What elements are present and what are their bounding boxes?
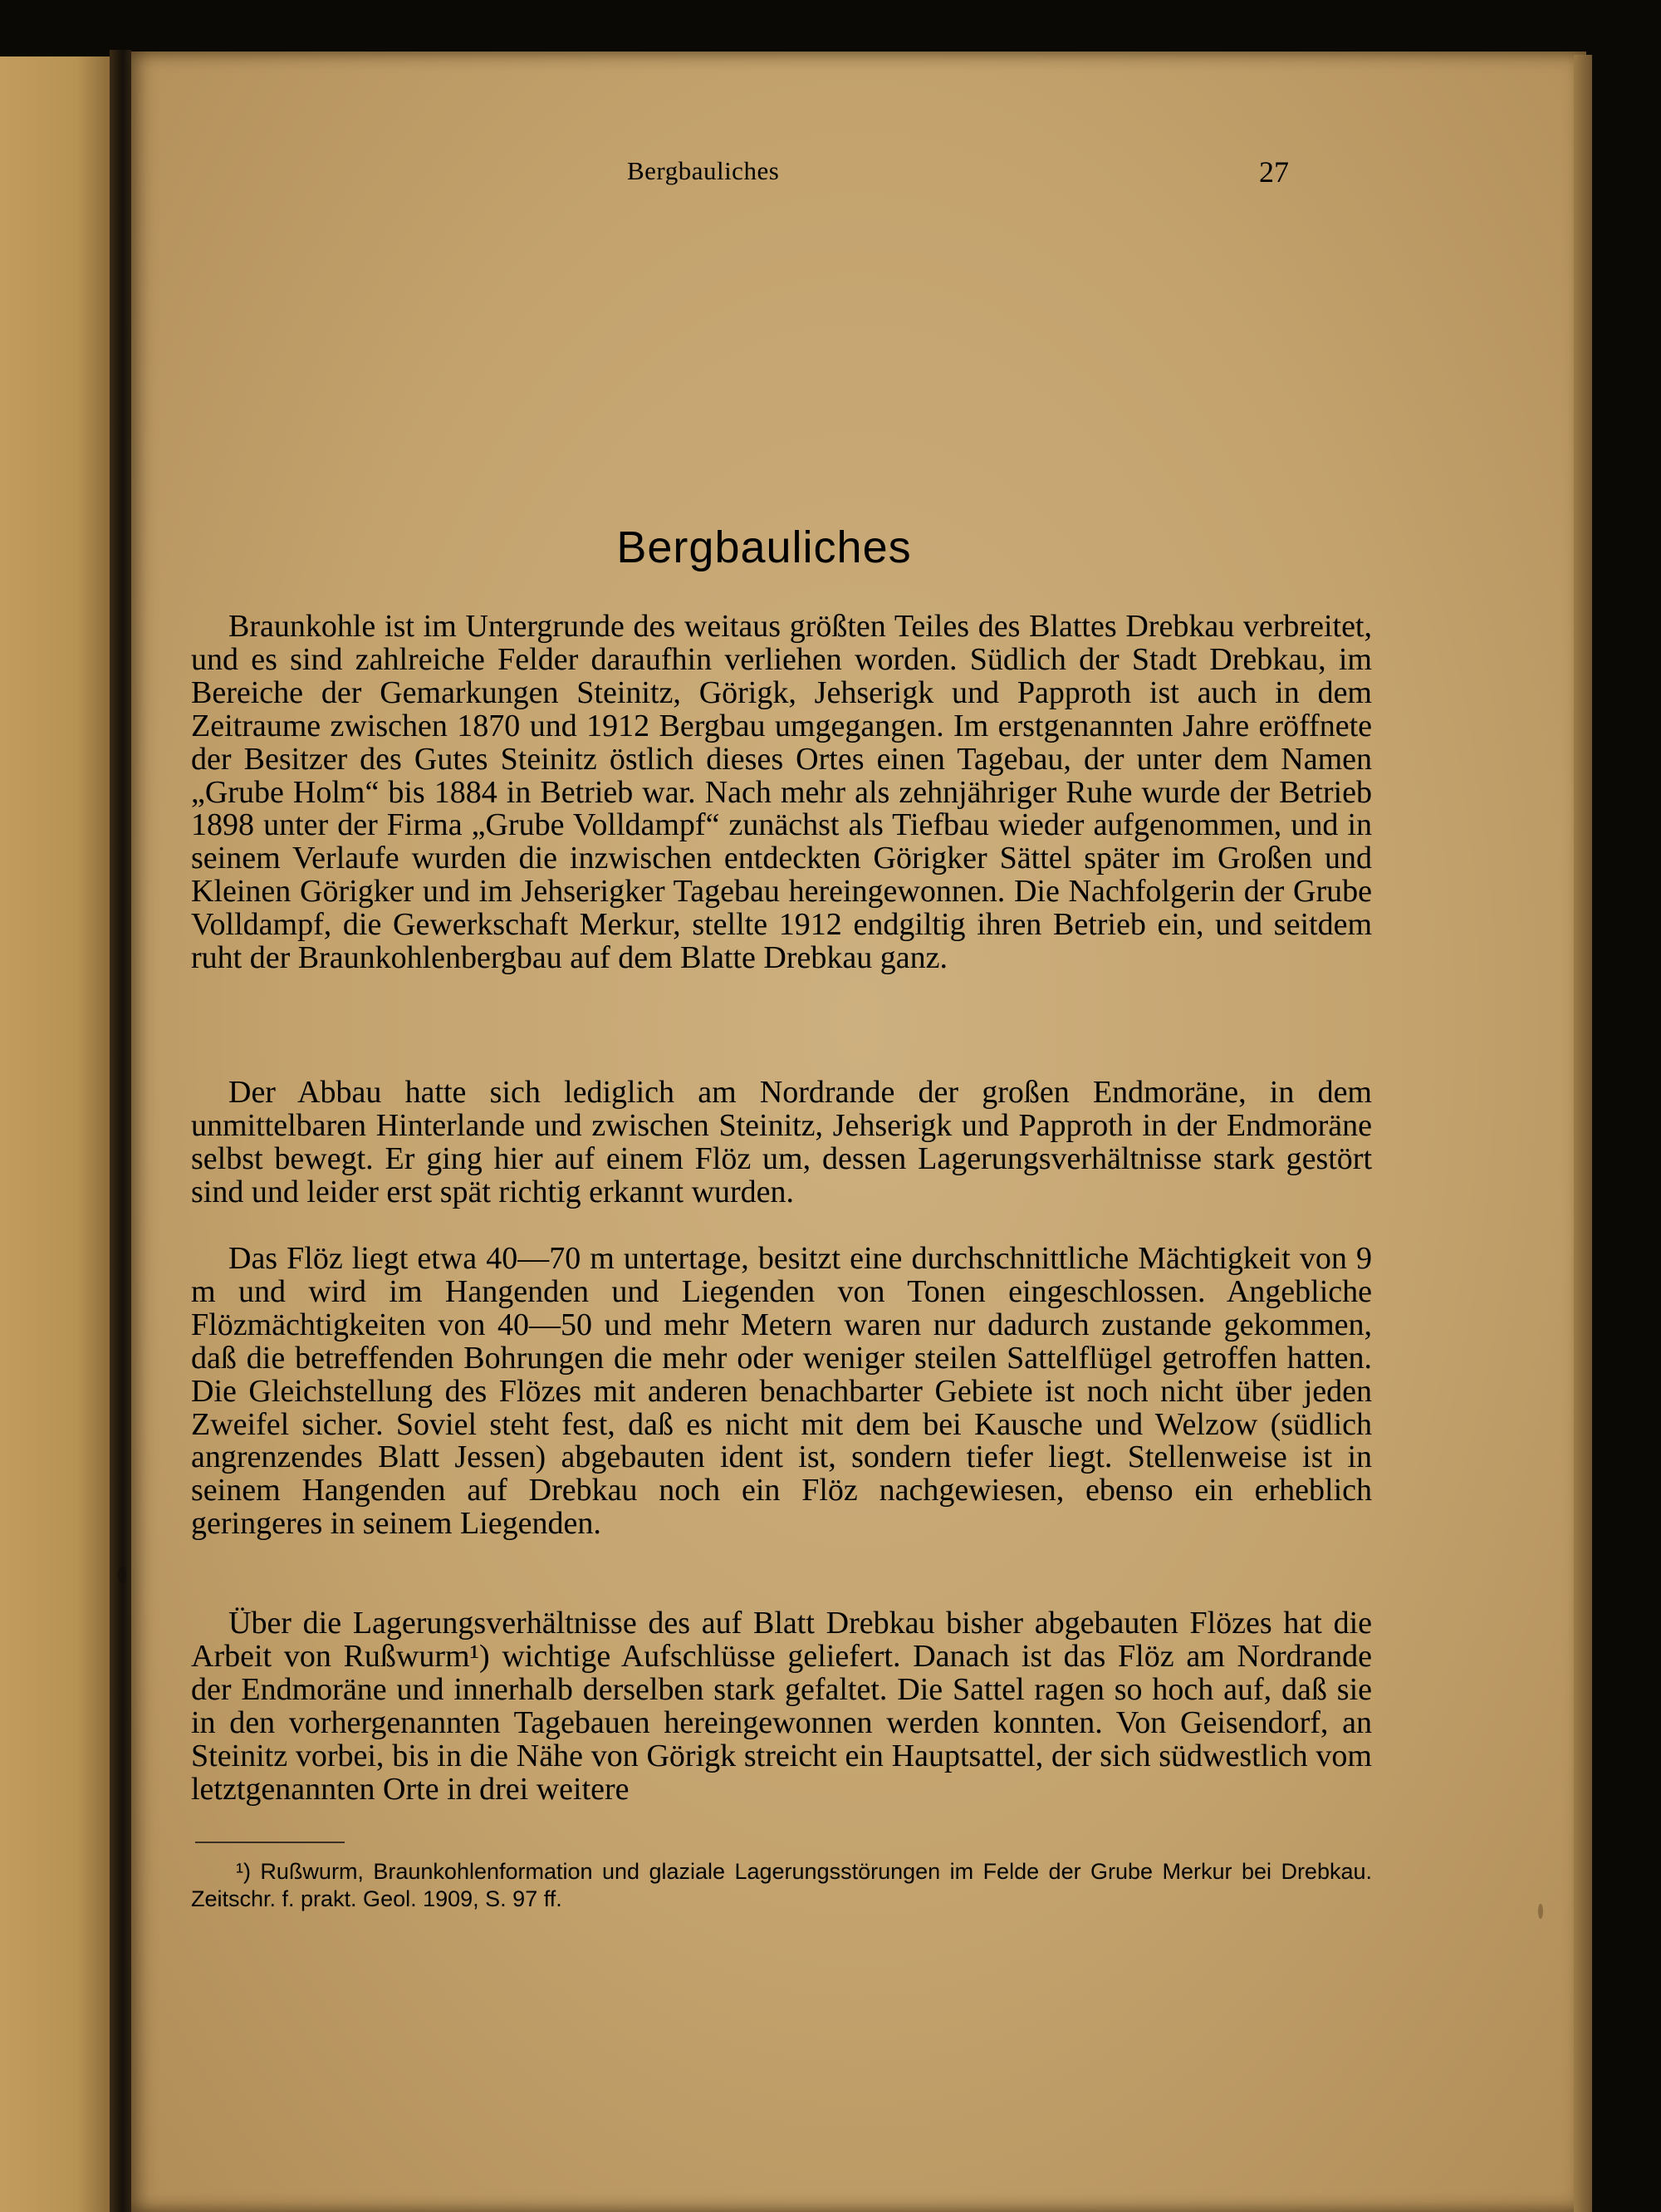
left-page-edge [0,56,110,2212]
body-paragraph: Braunkohle ist im Untergrunde des weitaus größten Teiles des Blattes Drebkau verbreitet, und es sind zahlreiche Felder daraufhin verliehen worden. Südlich der Stadt Drebkau, im Bereiche der Gemarkungen Steinitz, Görigk, Jehserigk und Papproth ist auch in dem Zeitraume zwischen 1870 und 1912 Bergbau umgegangen. Im erstgenannten Jahre eröffnete der Besitzer des Gutes Steinitz östlich dieses Ortes einen Tagebau, der unter dem Namen „Grube Holm“ bis 1884 in Betrieb war. Nach mehr als zehnjähriger Ruhe wurde der Betrieb 1898 unter der Firma „Grube Volldampf“ zunächst als Tiefbau wieder aufgenommen, und in seinem Verlaufe wurden die inzwischen entdeckten Görigker Sättel später im Großen und Kleinen Görigker und im Jehserigker Tagebau hereingewonnen. Die Nachfolgerin der Grube Volldampf, die Gewerkschaft Merkur, stellte 1912 endgiltig ihren Betrieb ein, und seitdem ruht der Braunkohlenbergbau auf dem Blatte Drebkau ganz. [191,609,1372,976]
body-paragraph: Das Flöz liegt etwa 40—70 m untertage, besitzt eine durchschnittliche Mächtigkeit von 9 m und wird im Hangenden und Liegenden von Tonen eingeschlossen. Angebliche Flözmächtigkeiten von 40—50 und mehr Metern waren nur dadurch zustande gekommen, daß die betreffenden Bohrungen die mehr oder weniger steilen Sattelflügel getroffen hatten. Die Gleichstellung des Flözes mit anderen benachbarter Gebiete ist noch nicht über jeden Zweifel sicher. Soviel steht fest, daß es nicht mit dem bei Kausche und Welzow (südlich angrenzendes Blatt Jessen) abgebauten ident ist, sondern tiefer liegt. Stellenweise ist in seinem Hangenden auf Drebkau noch ein Flöz nachgewiesen, ebenso ein erheblich geringeres in seinem Liegenden. [191,1241,1372,1542]
body-paragraph: Über die Lagerungsverhältnisse des auf Blatt Drebkau bisher abgebauten Flözes hat die Arbeit von Rußwurm¹) wichtige Aufschlüsse geliefert. Danach ist das Flöz am Nordrande der Endmoräne und innerhalb derselben stark gefaltet. Die Sattel ragen so hoch auf, daß sie in den vorhergenannten Tagebauen hereingewonnen werden konnten. Von Geisendorf, an Steinitz vorbei, bis in die Nähe von Görigk streicht ein Hauptsattel, der sich südwestlich vom letztgenannten Orte in drei weitere [191,1606,1372,1807]
ink-speck [118,1567,126,1583]
footnote-divider [195,1842,345,1843]
page-number: 27 [1259,155,1289,189]
book-spine [110,50,131,2212]
section-heading: Bergbauliches [616,522,912,572]
footnote: ¹) Rußwurm, Braunkohlenformation und glaziale Lagerungsstörungen im Felde der Grube Merkur bei Drebkau. Zeitschr. f. prakt. Geol. 1909, S. 97 ff. [191,1859,1372,1911]
running-header: Bergbauliches [627,156,780,185]
ink-speck [1538,1904,1543,1919]
page-edge [1574,55,1592,2212]
body-paragraph: Der Abbau hatte sich lediglich am Nordrande der großen Endmoräne, in dem unmittelbaren Hinterlande und zwischen Steinitz, Jehserigk und Papproth in der Endmoräne selbst bewegt. Er ging hier auf einem Flöz um, dessen Lagerungsverhältnisse stark gestört sind und leider erst spät richtig erkannt wurden. [191,1075,1372,1209]
